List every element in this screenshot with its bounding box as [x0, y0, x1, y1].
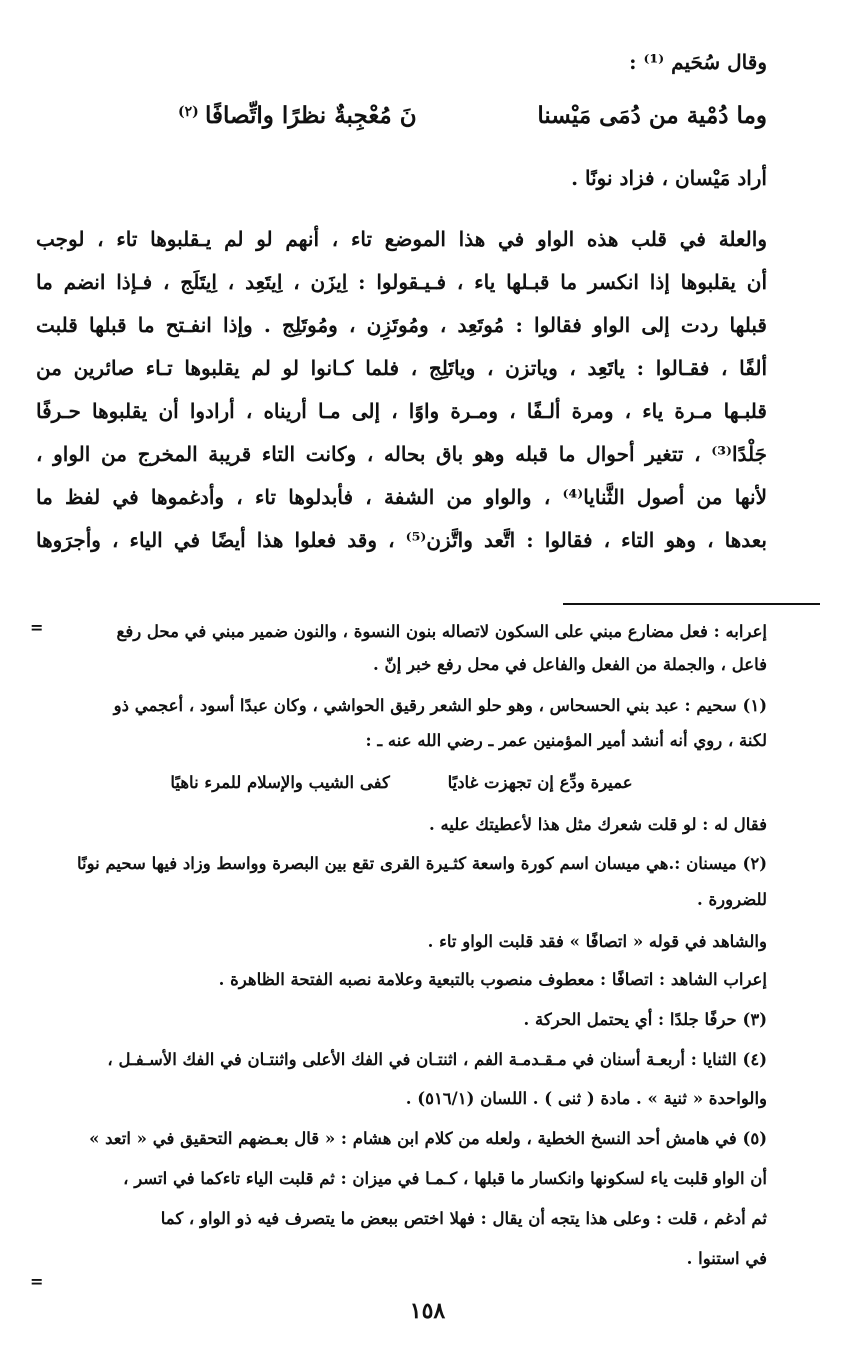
footnote-separator [563, 603, 820, 605]
footnote-line: (٢) ميسنان :.هي ميسان اسم كورة واسعة كثـيرة القرى تقع بين البصرة وواسط وزاد فيها سحيم نونًا [76, 854, 767, 873]
footnote-line: ثم أدغم ، قلت : وعلى هذا يتجه أن يقال : فهلا اختص ببعض ما يتصرف فيه ذو الواو ، كما [160, 1209, 767, 1228]
page-number: ١٥٨ [409, 1298, 446, 1324]
body-line: والعلة في قلب هذه الواو في هذا الموضع تاء ، أنهم لو لم يـقلبوها تاء ، لوجب [36, 227, 767, 251]
footnote-line: (١) سحيم : عبد بني الحسحاس ، وهو حلو الشعر رقيق الحواشي ، وكان عبدًا أسود ، أعجمي ذو [113, 696, 767, 715]
footnote-line: (٣) حرفًا جلدًا : أي يحتمل الحركة . [523, 1010, 767, 1029]
body-line: قبلها ردت إلى الواو فقالوا : مُوتَعِد ، ومُوتَزِن ، ومُوتَلِج . وإذا انفـتح ما قبلها قلبت [36, 313, 767, 337]
footnote-verse [36, 767, 767, 799]
footnote-line: للضرورة . [697, 890, 767, 909]
footnote-line: (٥) في هامش أحد النسخ الخطية ، ولعله من كلام ابن هشام : « قال بعـضهم التحقيق في « اتعد » [89, 1129, 767, 1148]
continuation-mark: = [30, 618, 44, 637]
footnote-line: والشاهد في قوله « اتصافًا » فقد قلبت الواو تاء . [427, 932, 767, 951]
footnote-verse-left: كفى الشيب والإسلام للمرء ناهيًا [170, 773, 390, 792]
footnote-verse-right: عميرة ودِّع إن تجهزت غاديًا [447, 773, 633, 792]
body-line: ألفًا ، فقـالوا : ياتَعِد ، وياتزن ، وياتَلِج ، فلما كـانوا لو لم يقلبوها تـاء صائرين من [36, 356, 767, 380]
verse-right-hemistich: وما دُمْية من دُمَى مَيْسنا [537, 102, 767, 129]
body-line: أن يقلبوها إذا انكسر ما قبـلها ياء ، فـيـقولوا : اِيزَن ، اِيتَعِد ، اِيتَلَج ، فـإذا انضم ما [36, 270, 768, 294]
footnote-line: لكنة ، روي أنه أنشد أمير المؤمنين عمر ـ رضي الله عنه ـ : [365, 731, 767, 750]
body-line: أراد مَيْسان ، فزاد نونًا . [571, 166, 767, 190]
footnote-line: (٤) الثنايا : أربعـة أسنان في مـقـدمـة الفم ، اثنتـان في الفك الأعلى واثنتـان في الفك الأسـفـل ، [107, 1050, 767, 1069]
body-line: لأنها من أصول الثَّنايا⁽⁴⁾ ، والواو من الشفة ، فأبدلوها تاء ، وأدغموها في لفظ ما [36, 485, 767, 509]
footnote-line: إعراب الشاهد : اتصافًا : معطوف منصوب بالتبعية وعلامة نصبه الفتحة الظاهرة . [218, 970, 767, 989]
footnote-line: فاعل ، والجملة من الفعل والفاعل في محل رفع خبر إنّ . [373, 655, 767, 674]
footnote-line: في استنوا . [686, 1249, 767, 1268]
body-line: جَلْدًا⁽³⁾ ، تتغير أحوال ما قبله وهو باق بحاله ، وكانت التاء قريبة المخرج من الواو ، [36, 442, 767, 466]
verse-left-hemistich: نَ مُعْجِبةٌ نظرًا واتِّصافًا [205, 102, 417, 129]
verse-footnote-marker: (٢) [178, 104, 199, 120]
body-line: بعدها ، وهو التاء ، فقالوا : اتَّعد واتَّزن⁽⁵⁾ ، وقد فعلوا هذا أيضًا في الياء ، وأجرَوها [36, 528, 767, 552]
footnote-line: إعرابه : فعل مضارع مبني على السكون لاتصاله بنون النسوة ، والنون ضمير مبني في محل رفع [116, 622, 767, 641]
footnote-line: فقال له : لو قلت شعرك مثل هذا لأعطيتك عليه . [428, 815, 767, 834]
footnote-line: أن الواو قلبت ياء لسكونها وانكسار ما قبلها ، كـمـا في ميزان : ثم قلبت الياء تاءكما في اتسر ، [123, 1169, 767, 1188]
footnote-line: والواحدة « ثنية » . مادة ( ثنى ) . اللسان (٥١٦/١) . [405, 1089, 767, 1108]
body-line: قلبـها مـرة ياء ، ومرة ألـفًا ، ومـرة واوًا ، إلى مـا أريناه ، أرادوا أن يقلبوها حـرفًا [36, 399, 767, 423]
intro-line: وقال سُحَيم ⁽¹⁾ : [629, 50, 767, 74]
continuation-mark: = [30, 1272, 44, 1291]
